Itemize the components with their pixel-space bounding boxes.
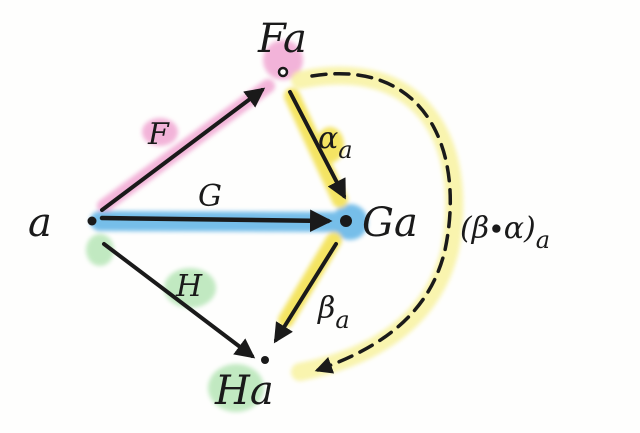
object-a: a xyxy=(28,200,52,246)
point-Ha xyxy=(261,356,269,364)
arrow-F xyxy=(102,90,262,210)
arrow-label-F: F xyxy=(148,117,169,152)
component-label-composite: $(\beta\cdot\alpha)_a$ xyxy=(460,211,551,254)
arrow-label-H: H xyxy=(176,269,203,304)
point-Ga xyxy=(340,215,352,227)
object-Ga: Ga xyxy=(362,200,418,246)
component-label-beta: $\beta_a$ xyxy=(318,291,350,334)
arrow-G xyxy=(102,218,328,221)
point-a xyxy=(88,217,97,226)
component-label-alpha: $\alpha_a$ xyxy=(318,121,353,164)
object-Fa: Fa xyxy=(258,16,307,62)
arrow-label-G: G xyxy=(198,179,222,214)
object-Ha: Ha xyxy=(215,368,274,414)
point-Fa xyxy=(279,68,287,76)
